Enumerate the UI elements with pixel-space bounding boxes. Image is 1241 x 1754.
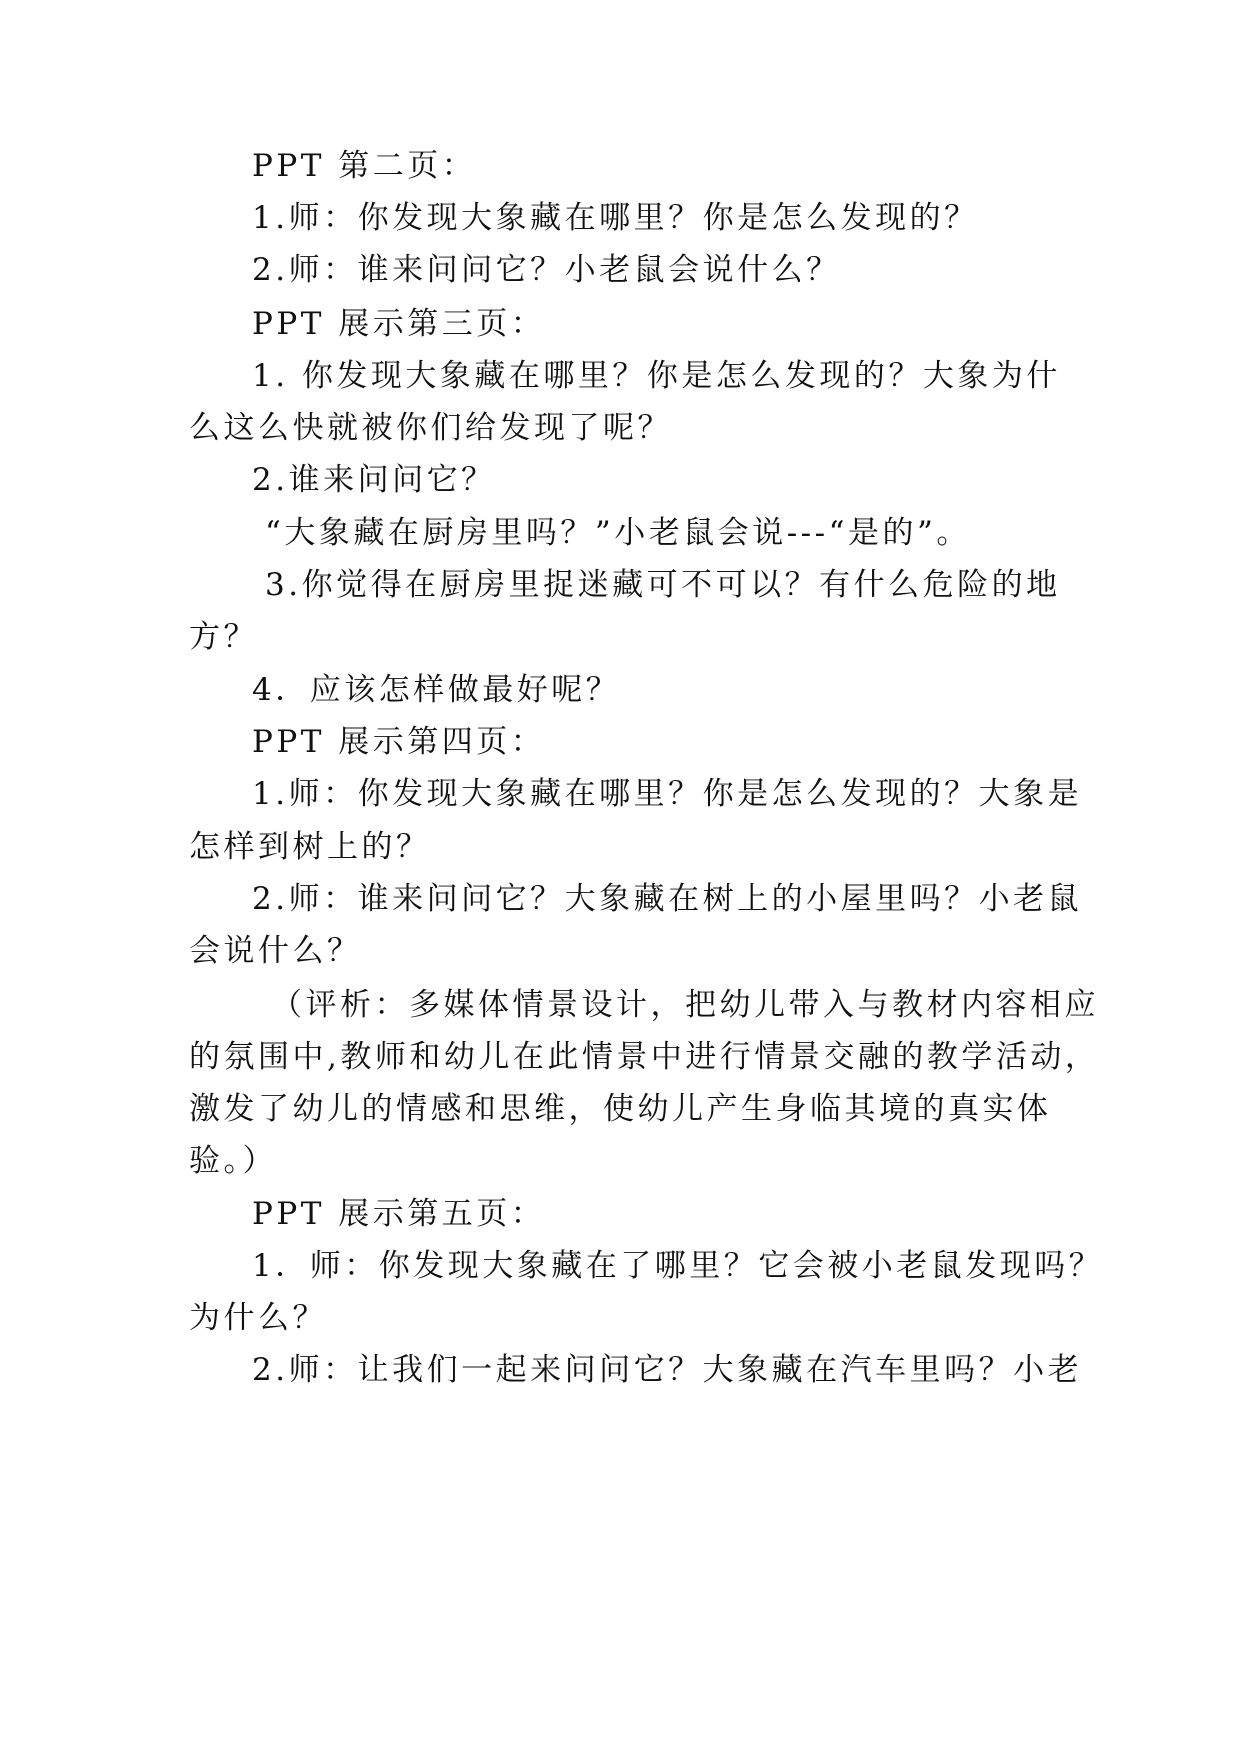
paragraph-line: 怎样到树上的？ (189, 829, 431, 865)
paragraph-line: 1.师：你发现大象藏在哪里？你是怎么发现的？大象是 (252, 776, 1083, 812)
paragraph-line: 2.师：谁来问问它？大象藏在树上的小屋里吗？小老鼠 (252, 881, 1083, 917)
paragraph-line: 2.师：让我们一起来问问它？大象藏在汽车里吗？小老 (252, 1352, 1083, 1388)
heading-ppt-page-3: PPT 展示第三页： (252, 306, 546, 342)
paragraph-line: 方？ (189, 619, 258, 655)
paragraph-line: 1.师：你发现大象藏在哪里？你是怎么发现的？ (252, 200, 979, 236)
paragraph-line: 3.你觉得在厨房里捉迷藏可不可以？有什么危险的地 (265, 567, 1061, 603)
paragraph-line: 2.师：谁来问问它？小老鼠会说什么？ (252, 252, 841, 288)
heading-ppt-page-5: PPT 展示第五页： (252, 1196, 546, 1232)
commentary-line: 验。） (189, 1143, 277, 1179)
commentary-line: 激发了幼儿的情感和思维，使幼儿产生身临其境的真实体 (189, 1091, 1052, 1127)
paragraph-line: 2.谁来问问它？ (252, 462, 496, 498)
paragraph-line: “大象藏在厨房里吗？”小老鼠会说---“是的”。 (265, 515, 971, 551)
heading-ppt-page-2: PPT 第二页： (252, 148, 477, 184)
commentary-line: （评析：多媒体情景设计，把幼儿带入与教材内容相应 (271, 987, 1099, 1023)
paragraph-line: 么这么快就被你们给发现了呢？ (189, 410, 672, 446)
paragraph-line: 1. 你发现大象藏在哪里？你是怎么发现的？大象为什 (252, 358, 1061, 394)
heading-ppt-page-4: PPT 展示第四页： (252, 724, 546, 760)
commentary-line: 的氛围中,教师和幼儿在此情景中进行情景交融的教学活动， (189, 1039, 1100, 1075)
paragraph-line: 4．应该怎样做最好呢？ (252, 672, 621, 708)
paragraph-line: 会说什么？ (189, 933, 362, 969)
paragraph-line: 1．师：你发现大象藏在了哪里？它会被小老鼠发现吗？ (252, 1248, 1104, 1284)
paragraph-line: 为什么？ (189, 1300, 327, 1336)
